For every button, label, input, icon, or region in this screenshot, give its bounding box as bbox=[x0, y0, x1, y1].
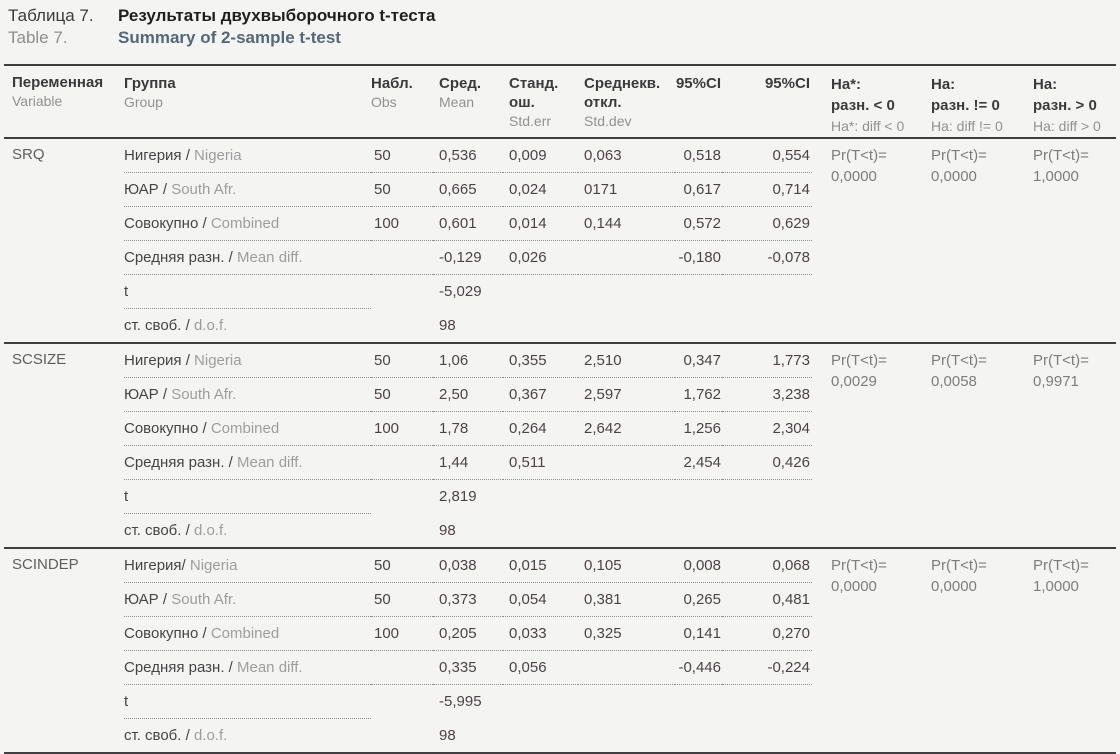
cell-std-dev: 0,144 bbox=[578, 207, 675, 241]
cell-ha-gt bbox=[1014, 343, 1116, 548]
cell-mean: 0,601 bbox=[433, 207, 503, 241]
header-variable-en: Variable bbox=[12, 93, 63, 109]
cell-ci-lower: 0,265 bbox=[675, 583, 722, 617]
header-ha-ne-ru2: разн. != 0 bbox=[931, 97, 1000, 114]
cell-group bbox=[124, 275, 371, 309]
cell-mean: -0,129 bbox=[433, 241, 503, 275]
cell-ci-upper: 0,629 bbox=[722, 207, 812, 241]
group-label-ru: ст. своб. / bbox=[124, 727, 190, 744]
header-group bbox=[124, 65, 371, 138]
header-ha-gt-ru1: Ha: bbox=[1033, 76, 1058, 93]
group-label-ru: Нигерия / bbox=[124, 147, 190, 164]
ha-lt-label: Pr(T<t)= bbox=[831, 147, 887, 164]
table-caption bbox=[8, 5, 1116, 49]
ha-gt-label: Pr(T<t)= bbox=[1033, 147, 1089, 164]
group-label-ru: Совокупно / bbox=[124, 215, 207, 232]
cell-mean: 98 bbox=[433, 719, 503, 754]
group-label-ru: t bbox=[124, 693, 129, 710]
cell-ci-upper: 1,773 bbox=[722, 343, 812, 378]
cell-group bbox=[124, 446, 371, 480]
cell-ci-lower bbox=[675, 719, 722, 754]
cell-group bbox=[124, 343, 371, 378]
cell-ha-gt bbox=[1014, 138, 1116, 343]
header-ci-upper-label: 95%CI bbox=[764, 75, 810, 92]
group-label-en: d.o.f. bbox=[193, 522, 228, 539]
cell-mean: 0,335 bbox=[433, 651, 503, 685]
cell-std-err: 0,355 bbox=[503, 343, 578, 378]
cell-std-err: 0,511 bbox=[503, 446, 578, 480]
cell-obs: 50 bbox=[371, 583, 433, 617]
cell-std-err: 0,054 bbox=[503, 583, 578, 617]
cell-ci-upper: 3,238 bbox=[722, 378, 812, 412]
ha-gt-label: Pr(T<t)= bbox=[1033, 557, 1089, 574]
cell-std-dev bbox=[578, 241, 675, 275]
cell-mean: 2,819 bbox=[439, 488, 477, 506]
cell-mean: 2,50 bbox=[433, 378, 503, 412]
header-ci-lower-label: 95%CI bbox=[675, 75, 721, 92]
cell-ci-upper bbox=[722, 719, 812, 754]
cell-mean: 0,536 bbox=[433, 138, 503, 173]
group-label-en: South Afr. bbox=[171, 386, 237, 403]
cell-group bbox=[124, 412, 371, 446]
header-ha-lt bbox=[812, 65, 912, 138]
cell-group bbox=[124, 617, 371, 651]
variable-name: SCINDEP bbox=[4, 548, 124, 753]
group-label-ru: Нигерия / bbox=[124, 352, 190, 369]
group-label-ru: ст. своб. / bbox=[124, 317, 190, 334]
cell-group bbox=[124, 241, 371, 275]
cell-std-dev: 0,381 bbox=[578, 583, 675, 617]
cell-mean: 0,373 bbox=[433, 583, 503, 617]
cell-obs: 100 bbox=[371, 617, 433, 651]
cell-std-err bbox=[503, 719, 578, 754]
header-ha-gt-ru2: разн. > 0 bbox=[1033, 97, 1097, 114]
cell-ci-lower: 0,347 bbox=[675, 343, 722, 378]
header-std-err-en: Std.err bbox=[509, 113, 552, 129]
cell-std-dev bbox=[578, 719, 675, 754]
ha-gt-label: Pr(T<t)= bbox=[1033, 352, 1089, 369]
cell-std-dev: 0,105 bbox=[578, 548, 675, 583]
cell-std-err: 0,026 bbox=[503, 241, 578, 275]
cell-mean: 0,205 bbox=[433, 617, 503, 651]
header-ha-ne-ru1: Ha: bbox=[931, 76, 956, 93]
cell-obs bbox=[371, 309, 433, 344]
cell-mean: 1,78 bbox=[433, 412, 503, 446]
ha-ne-value: 0,0000 bbox=[931, 578, 977, 595]
table-body bbox=[4, 138, 1116, 753]
group-label-en: Nigeria bbox=[194, 352, 242, 369]
cell-ha-lt bbox=[812, 548, 912, 753]
table-row bbox=[4, 138, 1116, 173]
cell-group bbox=[124, 173, 371, 207]
cell-group bbox=[124, 138, 371, 173]
cell-std-dev bbox=[578, 446, 675, 480]
cell-std-err bbox=[503, 514, 578, 549]
caption-ru bbox=[8, 5, 1116, 27]
cell-std-dev bbox=[578, 685, 675, 719]
header-std-dev-ru2: откл. bbox=[584, 94, 622, 111]
cell-group bbox=[124, 583, 371, 617]
ha-lt-value: 0,0000 bbox=[831, 578, 877, 595]
cell-std-dev bbox=[578, 651, 675, 685]
cell-obs bbox=[371, 480, 433, 514]
group-label-en: Combined bbox=[210, 625, 280, 642]
header-ci-lower bbox=[675, 65, 722, 138]
cell-group bbox=[124, 207, 371, 241]
group-label-ru: ст. своб. / bbox=[124, 522, 190, 539]
header-ha-gt bbox=[1014, 65, 1116, 138]
ha-gt-value: 1,0000 bbox=[1033, 168, 1079, 185]
header-ha-lt-ru1: Ha*: bbox=[831, 76, 862, 93]
group-label-en: Nigeria bbox=[194, 147, 242, 164]
group-label-ru: Совокупно / bbox=[124, 625, 207, 642]
caption-ru-label: Таблица 7. bbox=[8, 6, 94, 25]
cell-ha-lt bbox=[812, 138, 912, 343]
cell-std-dev bbox=[578, 309, 675, 344]
group-label-ru: Нигерия/ bbox=[124, 557, 186, 574]
group-label-en: South Afr. bbox=[171, 181, 237, 198]
header-variable-ru: Переменная bbox=[12, 74, 104, 91]
cell-ci-upper: -0,078 bbox=[722, 241, 812, 275]
header-std-err-ru2: ош. bbox=[509, 94, 535, 111]
cell-ci-upper: 0,481 bbox=[722, 583, 812, 617]
header-group-ru: Группа bbox=[124, 75, 176, 92]
cell-ci-lower: -0,180 bbox=[675, 241, 722, 275]
cell-ci-upper bbox=[722, 480, 812, 514]
group-label-en: Nigeria bbox=[189, 557, 238, 574]
cell-ci-lower bbox=[675, 309, 722, 344]
cell-std-err: 0,264 bbox=[503, 412, 578, 446]
group-label-en: Mean diff. bbox=[237, 249, 303, 266]
cell-obs bbox=[371, 275, 433, 309]
cell-ci-lower bbox=[675, 685, 722, 719]
cell-group bbox=[124, 719, 371, 754]
cell-ci-upper bbox=[722, 514, 812, 549]
cell-ci-lower: 1,256 bbox=[675, 412, 722, 446]
cell-ci-lower bbox=[675, 275, 722, 309]
header-ha-lt-ru2: разн. < 0 bbox=[831, 97, 895, 114]
cell-ci-lower: 0,617 bbox=[675, 173, 722, 207]
group-label-en: Mean diff. bbox=[237, 454, 303, 471]
cell-group bbox=[124, 685, 371, 719]
caption-ru-text: Результаты двухвыборочного t-теста bbox=[118, 6, 436, 25]
header-mean-ru: Сред. bbox=[439, 75, 482, 92]
group-label-ru: ЮАР / bbox=[124, 386, 168, 403]
cell-ci-upper: 0,714 bbox=[722, 173, 812, 207]
header-mean bbox=[433, 65, 503, 138]
header-ha-lt-en: Ha*: diff < 0 bbox=[831, 118, 905, 134]
cell-std-err: 0,024 bbox=[503, 173, 578, 207]
group-label-ru: Средняя разн. / bbox=[124, 249, 233, 266]
cell-std-err: 0,015 bbox=[503, 548, 578, 583]
cell-std-dev bbox=[578, 514, 675, 549]
cell-ci-upper: 0,554 bbox=[722, 138, 812, 173]
cell-obs bbox=[371, 719, 433, 754]
cell-obs bbox=[371, 241, 433, 275]
cell-std-dev: 2,597 bbox=[578, 378, 675, 412]
header-ha-ne bbox=[912, 65, 1014, 138]
cell-ci-upper: 0,426 bbox=[722, 446, 812, 480]
cell-obs bbox=[371, 651, 433, 685]
cell-std-err: 0,367 bbox=[503, 378, 578, 412]
cell-std-err: 0,033 bbox=[503, 617, 578, 651]
cell-std-err bbox=[503, 685, 578, 719]
group-label-en: Combined bbox=[210, 420, 280, 437]
cell-group bbox=[124, 514, 371, 549]
cell-std-dev: 2,642 bbox=[578, 412, 675, 446]
cell-std-dev: 0,325 bbox=[578, 617, 675, 651]
group-label-ru: Средняя разн. / bbox=[124, 659, 233, 676]
header-group-en: Group bbox=[124, 94, 163, 110]
t-test-table bbox=[4, 64, 1116, 754]
cell-ci-upper: -0,224 bbox=[722, 651, 812, 685]
cell-ci-lower: 1,762 bbox=[675, 378, 722, 412]
cell-std-dev: 2,510 bbox=[578, 343, 675, 378]
caption-en-label: Table 7. bbox=[8, 28, 68, 47]
ha-lt-value: 0,0029 bbox=[831, 373, 877, 390]
header-ci-upper bbox=[722, 65, 812, 138]
header-std-dev-en: Std.dev bbox=[584, 113, 632, 129]
cell-std-dev: 0171 bbox=[578, 173, 675, 207]
cell-std-err: 0,009 bbox=[503, 138, 578, 173]
cell-std-err: 0,014 bbox=[503, 207, 578, 241]
ha-gt-value: 0,9971 bbox=[1033, 373, 1079, 390]
cell-obs: 50 bbox=[371, 343, 433, 378]
variable-name: SCSIZE bbox=[4, 343, 124, 548]
cell-ha-ne bbox=[912, 343, 1014, 548]
header-obs bbox=[371, 65, 433, 138]
ha-lt-label: Pr(T<t)= bbox=[831, 352, 887, 369]
table-row bbox=[4, 548, 1116, 583]
cell-ci-upper: 2,304 bbox=[722, 412, 812, 446]
group-label-en: South Afr. bbox=[171, 591, 237, 608]
header-variable bbox=[4, 65, 124, 138]
cell-ci-upper: 0,068 bbox=[722, 548, 812, 583]
cell-obs bbox=[371, 514, 433, 549]
cell-mean: 1,06 bbox=[433, 343, 503, 378]
cell-mean: 98 bbox=[433, 514, 503, 549]
group-label-en: d.o.f. bbox=[193, 727, 228, 744]
cell-ci-upper: 0,270 bbox=[722, 617, 812, 651]
cell-obs: 50 bbox=[371, 378, 433, 412]
cell-group bbox=[124, 309, 371, 344]
cell-std-dev bbox=[578, 275, 675, 309]
cell-ci-lower: 0,572 bbox=[675, 207, 722, 241]
cell-std-err: 0,056 bbox=[503, 651, 578, 685]
cell-obs bbox=[371, 446, 433, 480]
header-ha-gt-en: Ha: diff > 0 bbox=[1033, 118, 1101, 134]
ha-gt-value: 1,0000 bbox=[1033, 578, 1079, 595]
cell-ci-upper bbox=[722, 275, 812, 309]
ha-ne-label: Pr(T<t)= bbox=[931, 352, 987, 369]
cell-mean: -5,029 bbox=[439, 283, 482, 301]
header-obs-ru: Набл. bbox=[371, 75, 413, 92]
cell-obs: 100 bbox=[371, 412, 433, 446]
group-label-ru: Средняя разн. / bbox=[124, 454, 233, 471]
cell-mean: 1,44 bbox=[433, 446, 503, 480]
cell-ci-lower: 0,008 bbox=[675, 548, 722, 583]
cell-ha-ne bbox=[912, 138, 1014, 343]
header-ha-ne-en: Ha: diff != 0 bbox=[931, 118, 1003, 134]
group-label-ru: Совокупно / bbox=[124, 420, 207, 437]
cell-ha-lt bbox=[812, 343, 912, 548]
header-std-err bbox=[503, 65, 578, 138]
cell-std-dev: 0,063 bbox=[578, 138, 675, 173]
group-label-en: Mean diff. bbox=[237, 659, 303, 676]
header-std-err-ru1: Станд. bbox=[509, 75, 559, 92]
cell-std-err bbox=[503, 309, 578, 344]
caption-en bbox=[8, 27, 1116, 49]
header-obs-en: Obs bbox=[371, 94, 397, 110]
cell-ci-lower: 0,518 bbox=[675, 138, 722, 173]
cell-obs: 50 bbox=[371, 173, 433, 207]
cell-group bbox=[124, 651, 371, 685]
cell-obs bbox=[371, 685, 433, 719]
group-label-en: d.o.f. bbox=[193, 317, 228, 334]
ha-ne-label: Pr(T<t)= bbox=[931, 147, 987, 164]
table-header bbox=[4, 65, 1116, 138]
group-label-ru: t bbox=[124, 283, 129, 300]
group-label-ru: ЮАР / bbox=[124, 181, 168, 198]
header-mean-en: Mean bbox=[439, 94, 475, 110]
cell-mean: 98 bbox=[433, 309, 503, 344]
cell-std-dev bbox=[578, 480, 675, 514]
group-label-ru: t bbox=[124, 488, 129, 505]
cell-obs: 50 bbox=[371, 138, 433, 173]
cell-obs: 50 bbox=[371, 548, 433, 583]
cell-ha-ne bbox=[912, 548, 1014, 753]
group-label-ru: ЮАР / bbox=[124, 591, 168, 608]
cell-ci-lower bbox=[675, 480, 722, 514]
cell-ci-lower bbox=[675, 514, 722, 549]
ha-ne-value: 0,0000 bbox=[931, 168, 977, 185]
ha-lt-value: 0,0000 bbox=[831, 168, 877, 185]
cell-ci-lower: 2,454 bbox=[675, 446, 722, 480]
cell-ci-upper bbox=[722, 309, 812, 344]
ha-ne-label: Pr(T<t)= bbox=[931, 557, 987, 574]
cell-ci-lower: -0,446 bbox=[675, 651, 722, 685]
caption-en-text: Summary of 2-sample t-test bbox=[118, 28, 341, 47]
table-row bbox=[4, 343, 1116, 378]
header-std-dev-ru1: Среднекв. bbox=[584, 75, 661, 92]
variable-name: SRQ bbox=[4, 138, 124, 343]
cell-std-err bbox=[503, 480, 578, 514]
cell-group bbox=[124, 378, 371, 412]
header-std-dev bbox=[578, 65, 675, 138]
group-label-en: Combined bbox=[210, 215, 280, 232]
cell-obs: 100 bbox=[371, 207, 433, 241]
cell-group bbox=[124, 548, 371, 583]
cell-mean: -5,995 bbox=[439, 693, 482, 711]
cell-ci-lower: 0,141 bbox=[675, 617, 722, 651]
cell-ha-gt bbox=[1014, 548, 1116, 753]
cell-ci-upper bbox=[722, 685, 812, 719]
ha-lt-label: Pr(T<t)= bbox=[831, 557, 887, 574]
cell-group bbox=[124, 480, 371, 514]
ha-ne-value: 0,0058 bbox=[931, 373, 977, 390]
cell-std-err bbox=[503, 275, 578, 309]
cell-mean: 0,038 bbox=[433, 548, 503, 583]
cell-mean: 0,665 bbox=[433, 173, 503, 207]
